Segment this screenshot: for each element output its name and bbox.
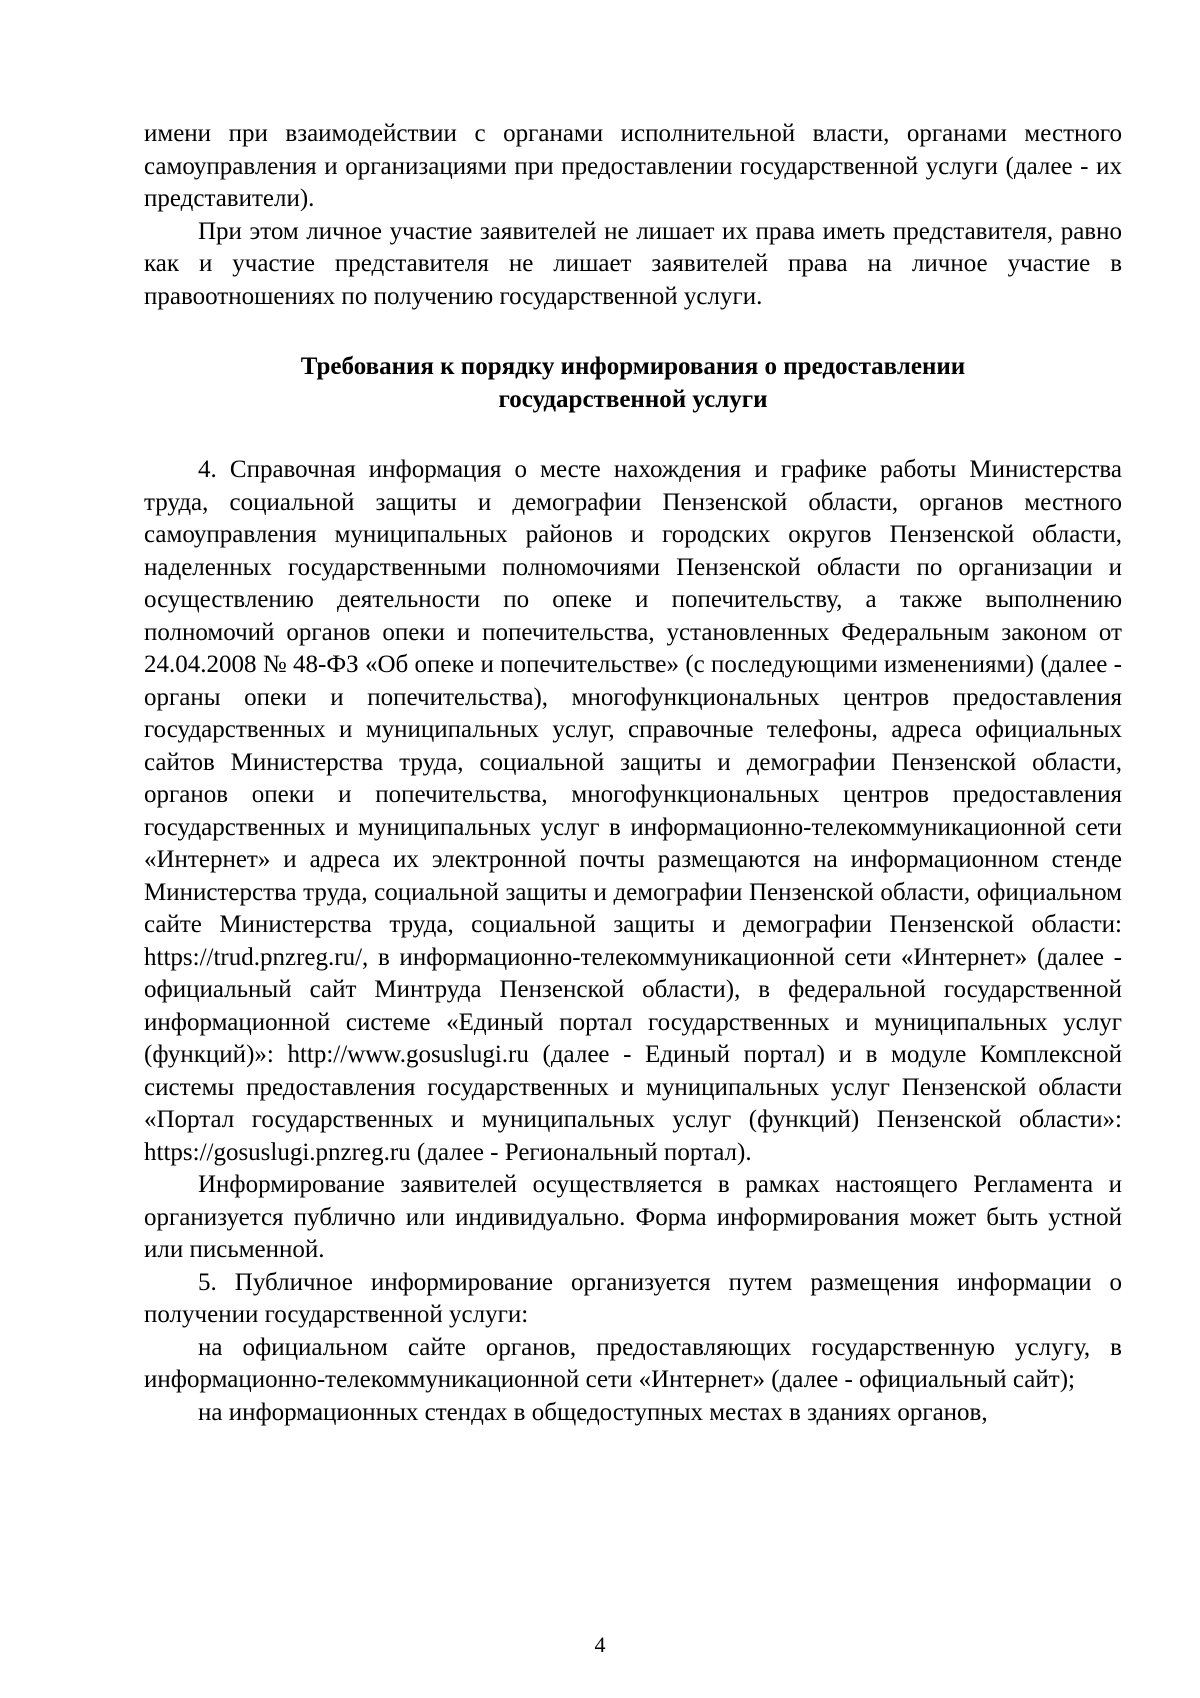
section-heading-line-2: государственной услуги <box>498 385 768 413</box>
paragraph-item-4-reference-info: 4. Справочная информация о месте нахождения и графике работы Министерства труда, социальной защиты и демографии Пензенской области, органов местного самоуправления муниципальных районов и городских округов Пензенской области, наделенных государственными полномочиями Пензенской области по организации и осуществлению деятельности по опеке и попечительству, а также выполнению полномочий органов опеки и попечительства, установленных Федеральным законом от 24.04.2008 № 48-ФЗ «Об опеке и попечительстве» (с последующими изменениями) (далее - органы опеки и попечительства), многофункциональных центров предоставления государственных и муниципальных услуг, справочные телефоны, адреса официальных сайтов Министерства труда, социальной защиты и демографии Пензенской области, органов опеки и попечительства, многофункциональных центров предоставления государственных и муниципальных услуг в информационно-телекоммуникационной сети «Интернет» и адреса их электронной почты размещаются на информационном стенде Министерства труда, социальной защиты и демографии Пензенской области, официальном сайте Министерства труда, социальной защиты и демографии Пензенской области: https://trud.pnzreg.ru/, в информационно-телекоммуникационной сети «Интернет» (далее - официальный сайт Минтруда Пензенской области), в федеральной государственной информационной системе «Единый портал государственных и муниципальных услуг (функций)»: http://www.gosuslugi.ru (далее - Единый портал) и в модуле Комплексной системы предоставления государственных и муниципальных услуг Пензенской области «Портал государственных и муниципальных услуг (функций) Пензенской области»: https://gosuslugi.pnzreg.ru (далее - Региональный портал). <box>144 456 1122 1166</box>
section-heading-line-1: Требования к порядку информирования о предоставлении <box>300 353 966 380</box>
section-heading <box>144 351 1122 416</box>
paragraph-representatives-continuation: имени при взаимодействии с органами исполнительной власти, органами местного самоуправления и организациями при предоставлении государственной услуги (далее - их представители). <box>144 120 1122 212</box>
paragraph-item-5-public-informing: 5. Публичное информирование организуется путем размещения информации о получении государственной услуги: <box>144 1268 1122 1328</box>
paragraph-informing-applicants: Информирование заявителей осуществляется в рамках настоящего Регламента и организуется публично или индивидуально. Форма информирования может быть устной или письменной. <box>144 1171 1122 1263</box>
paragraph-personal-participation: При этом личное участие заявителей не лишает их права иметь представителя, равно как и участие представителя не лишает заявителей права на личное участие в правоотношениях по получению государственной услуги. <box>144 217 1122 310</box>
paragraph-official-site: на официальном сайте органов, предоставляющих государственную услугу, в информационно-телекоммуникационной сети «Интернет» (далее - официальный сайт); <box>144 1333 1122 1393</box>
page-number: 4 <box>594 1632 606 1657</box>
paragraph-info-stands: на информационных стендах в общедоступных местах в зданиях органов, <box>198 1398 988 1426</box>
page-body <box>144 118 1122 1429</box>
